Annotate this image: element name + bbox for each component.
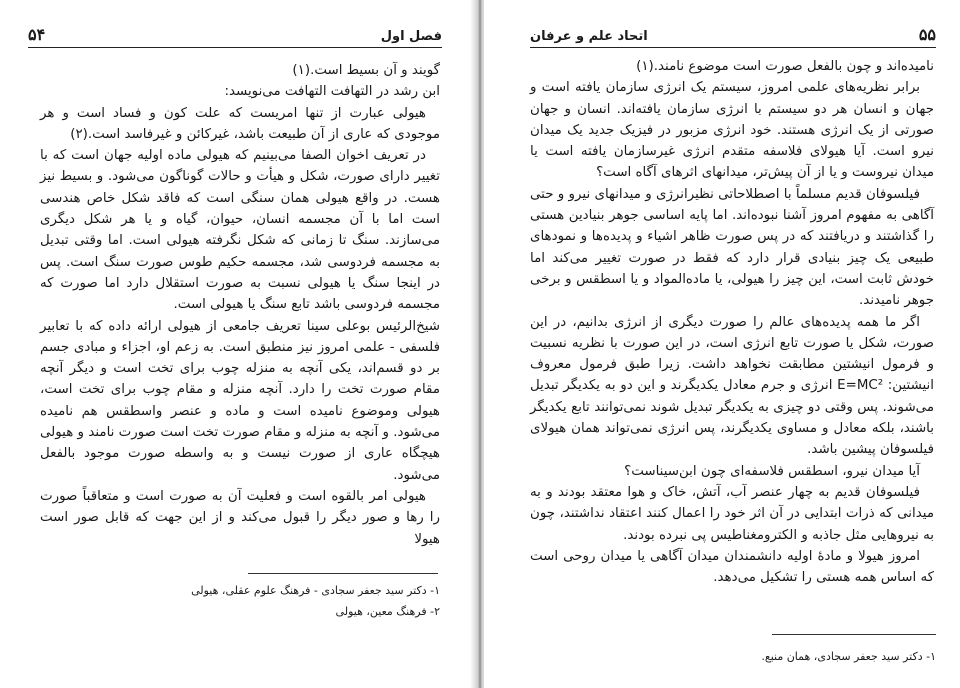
paragraph: برابر نظریه‌های علمی امروز، سیستم یک انرژی سازمان یافته است و جهان و انسان هر دو سیستم با انرژی سازمان یافته‌اند. انسان و جهان صورتی از یک انرژی هستند. خود انرژی مزبور در فیزیک جدید یک میدان نیرو است. آیا هیولای فلاسفه متقدم انرژی غیرسازمان یافته است یا میدان نیروست و یا از آن پیش‌تر، میدانهای اثرهای آگاه است؟	[530, 80, 934, 181]
left-header-title: فصل اول	[380, 29, 442, 44]
paragraph: نامیده‌اند و چون بالفعل صورت است موضوع نامند.(۱)	[636, 59, 934, 74]
footnote-divider	[772, 634, 936, 635]
paragraph: در تعریف اخوان الصفا می‌بینیم که هیولی ماده اولیه جهان است که با تغییر دارای صورت، شکل و هیأت و حالات گوناگون می‌شود. و بسیط نیز هست. در واقع هیولی همان سنگی است که فاقد شکل خاص هندسی است اما با آن مجسمه انسان، حیوان، گیاه و یا هر شکل دیگری می‌سازند. سنگ تا زمانی که شکل نگرفته هیولی است. اما وقتی تبدیل به مجسمه فردوسی شد، مجسمه حکیم طوس صورت سنگ است. پس در اینجا سنگ یا هیولی نسبت به صورت استقلال دارد اما صورت که مجسمه فردوسی باشد تابع سنگ یا هیولی است.	[40, 148, 440, 313]
paragraph: شیخ‌الرئیس بوعلی سینا تعریف جامعی از هیولی ارائه داده که با تعابیر فلسفی - علمی امروز نیز منطبق است. به زعم او، اجزاء و مبادی جسم بر دو قسم‌اند، یکی آنچه به منزله چوب برای تخت است و دیگر آنچه مقام صورت تخت را دارد. آنچه منزله و مقام چوب برای تخت است، هیولی وموضوع نامیده است و ماده و عنصر واسطقس هم نامیده می‌شود. و آنچه به منزله و مقام صورت تخت است صورت نامند و هیولی هیچگاه عاری از صورت نیست و به واسطه صورت موجود بالفعل می‌شود.	[40, 318, 440, 483]
paragraph: ابن رشد در التهافت التهافت می‌نویسد:	[224, 84, 440, 100]
paragraph: آیا میدان نیرو، اسطقس فلاسفه‌ای چون ابن‌سیناست؟	[624, 463, 920, 479]
right-footnotes	[684, 646, 936, 667]
right-page-body	[530, 56, 934, 588]
left-page	[0, 0, 476, 688]
paragraph: امروز هیولا و مادهٔ اولیه دانشمندان میدان آگاهی یا میدان روحی است که اساس همه هستی را تشکیل می‌دهد.	[530, 548, 934, 586]
left-page-body	[40, 60, 440, 550]
right-page	[484, 0, 960, 688]
paragraph: فیلسوفان قدیم به چهار عنصر آب، آتش، خاک و هوا معتقد بودند و به میدانی که ذرات ابتدایی در آن اثر خود را اعمال کنند اعتقاد نداشتند، چون به نیروهایی مثل جاذبه و الکترومغناطیس پی نبرده بودند.	[530, 484, 934, 543]
paragraph: اگر ما همه پدیده‌های عالم را صورت دیگری از انرژی بدانیم، در این صورت، شکل یا صورت تابع انرژی است، در این صورت با نظریه نسبیت و فرمول انیشتین مطابقت نخواهد داشت. زیرا طبق فرمول معروف انیشتین: E=MC² انرژی و جرم معادل یکدیگرند و این دو به یکدیگر تبدیل می‌شوند. پس وقتی دو چیزی به یکدیگر تبدیل شوند نمی‌توانند تابع یکدیگر باشند، بلکه معادل و مساوی یکدیگرند، پس انرژی نمی‌تواند همان هیولای فیلسوفان پیشین باشد.	[530, 314, 934, 458]
left-page-header	[28, 24, 442, 48]
paragraph: گویند و آن بسیط است.(۱)	[292, 63, 440, 78]
right-page-number: ۵۵	[918, 25, 936, 44]
footnote: ۲- فرهنگ معین، هیولی	[335, 605, 440, 618]
left-page-number: ۵۴	[28, 25, 46, 44]
footnote-divider	[248, 573, 438, 574]
left-footnotes	[160, 580, 440, 622]
right-header-title: اتحاد علم و عرفان	[530, 29, 648, 44]
paragraph: هیولی امر بالقوه است و فعلیت آن به صورت است و متعاقباً صورت را رها و صور دیگر را قبول می‌کند و از این جهت که قابل صور است هیولا	[40, 488, 440, 547]
footnote: ۱- دکتر سید جعفر سجادی، همان منبع.	[761, 650, 936, 663]
paragraph: فیلسوفان قدیم مسلماً با اصطلاحاتی نظیرانرژی و میدانهای نیرو و حتی آگاهی به مفهوم امروز آشنا نبوده‌اند. اما پایه اساسی جوهر بنیادین هستی را گذاشتند و دریافتند که در پس صورت ظاهر اشیاء و پدیده‌ها و نمودهای طبیعی یک چیز بنیادی قرار دارد که فقط در صورت تغییر می‌کند اما خودش ثابت است، این چیز را هیولی، یا ماده‌المواد و یا اسطقس و برخی جوهر نامیدند.	[530, 186, 934, 309]
footnote: ۱- دکتر سید جعفر سجادی - فرهنگ علوم عقلی، هیولی	[191, 584, 440, 597]
paragraph: هیولی عبارت از تنها امریست که علت کون و فساد است و هر موجودی که عاری از آن طبیعت باشد، غیرکائن و غیرفاسد است.(۲)	[40, 105, 440, 142]
right-page-header	[530, 24, 936, 48]
